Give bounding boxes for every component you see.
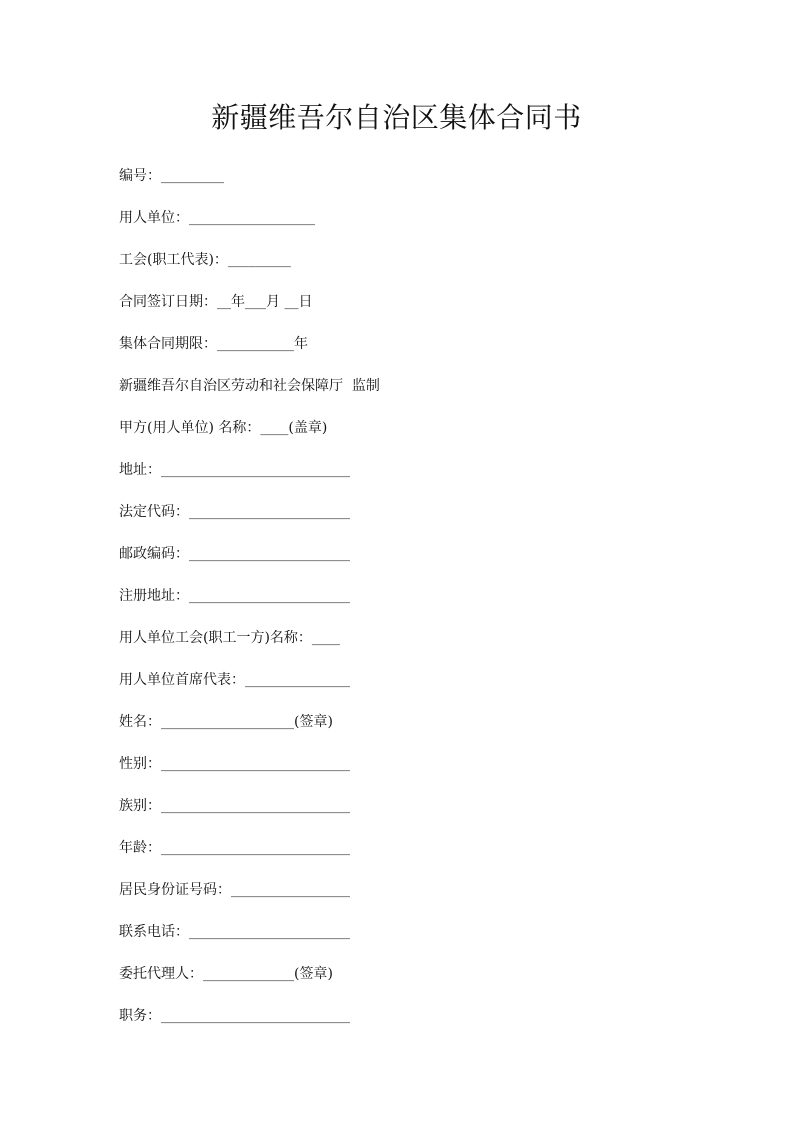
field-proxy: 委托代理人：_____________(签章) — [119, 966, 333, 982]
document-title: 新疆维吾尔自治区集体合同书 — [211, 101, 582, 134]
supervisor-note: 新疆维吾尔自治区劳动和社会保障厅 监制 — [119, 378, 380, 394]
field-phone: 联系电话：_______________________ — [119, 924, 350, 940]
field-union: 工会(职工代表)：_________ — [119, 252, 291, 268]
field-union-name: 用人单位工会(职工一方)名称：____ — [119, 630, 340, 646]
field-ethnicity: 族别：___________________________ — [119, 798, 350, 814]
field-age: 年龄：___________________________ — [119, 840, 350, 856]
field-employer: 用人单位：__________________ — [119, 210, 315, 226]
field-name: 姓名：___________________(签章) — [119, 714, 333, 730]
field-address: 地址：___________________________ — [119, 462, 350, 478]
field-contract-term: 集体合同期限：___________年 — [119, 336, 308, 352]
field-id-number: 居民身份证号码：_________________ — [119, 882, 350, 898]
field-party-a-name: 甲方(用人单位) 名称：____(盖章) — [119, 420, 328, 436]
field-registered-address: 注册地址：_______________________ — [119, 588, 350, 604]
field-contract-number: 编号：_________ — [119, 168, 224, 184]
field-position: 职务：___________________________ — [119, 1008, 350, 1024]
field-legal-code: 法定代码：_______________________ — [119, 504, 350, 520]
field-gender: 性别：___________________________ — [119, 756, 350, 772]
field-postal-code: 邮政编码：_______________________ — [119, 546, 350, 562]
field-chief-representative: 用人单位首席代表：_______________ — [119, 672, 350, 688]
field-sign-date: 合同签订日期：__年___月 __日 — [119, 294, 313, 310]
